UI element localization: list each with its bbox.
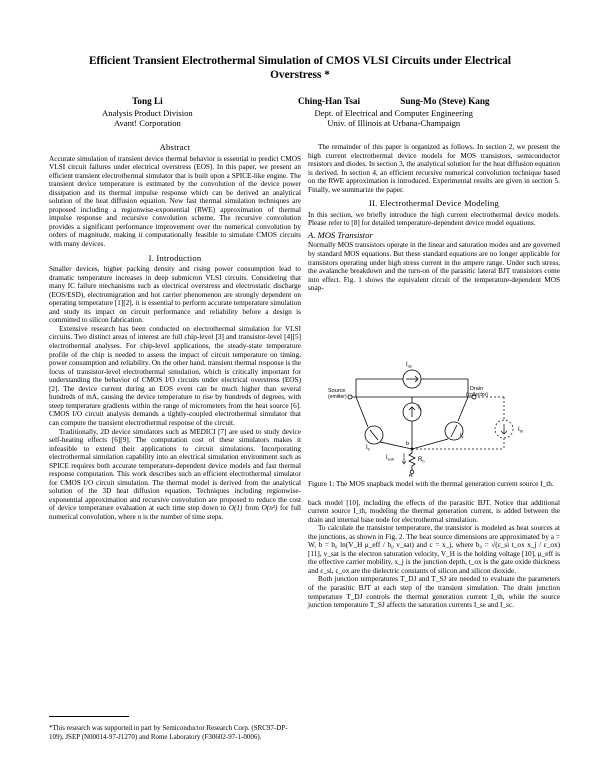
author-2: [298, 96, 490, 128]
label-ic: $I_c$: [418, 405, 422, 412]
label-ith: $I_{th}$: [518, 427, 524, 434]
author-name: Sung-Mo (Steve) Kang: [400, 96, 490, 106]
footnote: *This research was supported in part by Semiconductor Research Corp. (SRC97-DP-109), JSEP (N00014-97-J1270) and Rome Laboratory (F30602-97-1-0006).: [49, 724, 288, 741]
section-heading: II. Electrothermal Device Modeling: [369, 198, 499, 209]
paragraph: Extensive research has been conducted on electrothermal simulation for VLSI circuits. Two distinct areas of interest are full chip-level [3] and transistor-level [4][5] electrothermal analyses. For chip-level applications, the steady-state temperature profile of the chip is needed to assess the impact of circuit temperature on timing, power consumption and reliability. On the other hand, transient thermal response is the focus of transistor-level electrothermal simulation, which is critically important for understanding the behavior of CMOS I/O circuits under electrical overstress (EOS) [2]. The device current during an EOS event can be much higher than several hundreds of mA, causing the device temperature to rise by hundreds of degrees, with steep temperature gradients within the range of micrometers from the heat source [6]. CMOS I/O circuit analysis demands a tightly-coupled electrothermal simulator that can compute the transient electrothermal response of the circuit.: [49, 324, 302, 427]
label-drain-sub: (collector): [466, 392, 488, 398]
author-name: Tong Li: [132, 96, 163, 106]
left-column: [49, 143, 301, 522]
label-rb: $R_b$: [418, 457, 425, 464]
label-B-terminal: B: [409, 474, 413, 477]
author-affiliation: Dept. of Electrical and Computer Engineering: [314, 108, 473, 118]
title-line-1: Efficient Transient Electrothermal Simulation of CMOS VLSI Circuits under Electrical: [88, 55, 512, 67]
label-ib: $I_b$: [366, 445, 370, 452]
paragraph: In this section, we briefly introduce the high current electrothermal device models. Please refer to [8] for detailed temperature-dependent device model equations.: [308, 210, 560, 228]
abstract-heading: Abstract: [159, 142, 191, 152]
right-column: [308, 143, 560, 293]
label-iii: $I_{ii}$: [460, 433, 464, 440]
footnote-rule: [49, 716, 129, 717]
section-heading: I. Introduction: [148, 252, 202, 263]
abstract-text: Accurate simulation of transient device thermal behavior is essential to predict CMOS VLSI circuit failures under electrical overstress (EOS). In this paper, we present an efficient transient electrothermal simulator that is built upon a SPICE-like engine. The transient device temperature is estimated by the convolution of the device power dissipation and its thermal impulse response which can be derived an analytical solution of the heat diffusion equation. New fast thermal simulation techniques are proposed including a regionwise-exponential (RWE) approximation of thermal impulse response and recursive convolution scheme. The recursive convolution provides a significant performance improvement over the numerical convolution by orders of magnitude, making it computationally feasible to simulate CMOS circuits with many devices.: [49, 154, 301, 249]
label-isub: $I_{sub}$: [386, 455, 395, 462]
right-column-lower: [308, 480, 560, 610]
paragraph: To calculate the transistor temperature, the transistor is modeled as heat sources at the junctions, as shown in Fig. 2. The heat source dimensions are approximated by a = W, b = b₀ ln(V_H μ_eff / b₀ v_sat) and c = x_j, where b₀ = √(ε_si t_ox x_j / ε_ox) [11], v_sat is the electron saturation velocity, V_H is the holding voltage [10], μ_eff is the effective carrier mobility, x_j is the junction depth, t_ox is the gate oxide thickness and ε_si, ε_ox are the dielectric constants of silicon and silicon dioxide.: [308, 524, 560, 575]
paragraph: Traditionally, 2D device simulators such as MEDICI [7] are used to study device self-heating effects [6][9]. The computation cost of these simulators makes it infeasible to extend their applications to circuit simulations. Incorporating electrothermal simulation capability into an electrical simulation environment such as SPICE requires both accurate temperature-dependent device models and fast thermal response computation. This work describes such an efficient electrothermal simulator for CMOS I/O circuit simulation. The thermal model is derived from the analytical solution of the 3D heat diffusion equation. Techniques including regionwise-exponential approximation and recursive convolution are proposed to reduce the cost of device temperature evaluation at each time step down to O(1) from O(n²) for full numerical convolution, where n is the number of time steps.: [49, 427, 301, 521]
author-affiliation: Univ. of Illinois at Urbana-Champaign: [327, 118, 461, 128]
paragraph: Normally MOS transistors operate in the linear and saturation modes and are governed by standard MOS equations. But these standard equations are no longer applicable for transistors operating under high stress current in the ampere range. Under such stress, the avalanche breakdown and the turn-on of the parasitic lateral BJT transistors come into effect. Fig. 1 shows the equivalent circuit of the temperature-dependent MOS snap-: [308, 241, 560, 293]
author-affiliation: Analysis Product Division: [102, 108, 193, 118]
mos-snapback-diagram: [308, 357, 560, 477]
label-drain: Drain: [470, 386, 484, 392]
author-affiliation: Avant! Corporation: [113, 118, 181, 128]
paragraph: Smaller devices, higher packing density and rising power consumption lead to dramatic temperature increases in deep submicron VLSI circuits. Considering that many IC failure mechanisms such as electrical overstress and electrostatic discharge (EOS/ESD), electromigration and hot carrier phenomenon are strongly dependent on operating temperature [1][2], it is essential to perform accurate temperature simulation and study its impact on circuit performance and reliability before a design is committed to silicon fabrication.: [49, 265, 301, 325]
label-source-sub: (emitter): [328, 394, 347, 400]
paragraph: The remainder of this paper is organized as follows. In section 2, we present the high current electrothermal device models for MOS transistors, semiconductor resistors and diodes. In section 3, the analytical solution for the heat diffusion equation is derived. In section 4, an efficient recursive numerical convolution technique based on the RWE approximation is introduced. Experimental results are given in section 5. Finally, we summarize the paper.: [308, 143, 560, 194]
paragraph: back model [10], including the effects of the parasitic BJT. Notice that additional current source I_th, modeling the thermal generation current, is added between the drain and internal base node for electrothermal simulation.: [308, 498, 560, 524]
title-line-2: Overstress *: [270, 69, 330, 81]
paper-title: [40, 54, 560, 82]
figure-caption: Figure 1: The MOS snapback model with the thermal generation current source I_th.: [308, 480, 554, 488]
author-1: [102, 96, 193, 128]
label-b-node: b: [406, 441, 410, 447]
subsection-heading: A. MOS Transistor: [308, 229, 373, 240]
paragraph: Both junction temperatures T_DJ and T_SJ are needed to evaluate the parameters of the parasitic BJT at each step of the transient simulation. The drain junction temperature T_DJ controls the thermal generation current I_th, while the source junction temperature T_SJ affects the saturation currents I_se and I_sc.: [308, 575, 560, 610]
author-name: Ching-Han Tsai: [298, 96, 361, 106]
label-source: Source: [328, 388, 346, 394]
label-ids: $I_{ds}$: [406, 362, 412, 369]
figure-1: [308, 357, 560, 477]
